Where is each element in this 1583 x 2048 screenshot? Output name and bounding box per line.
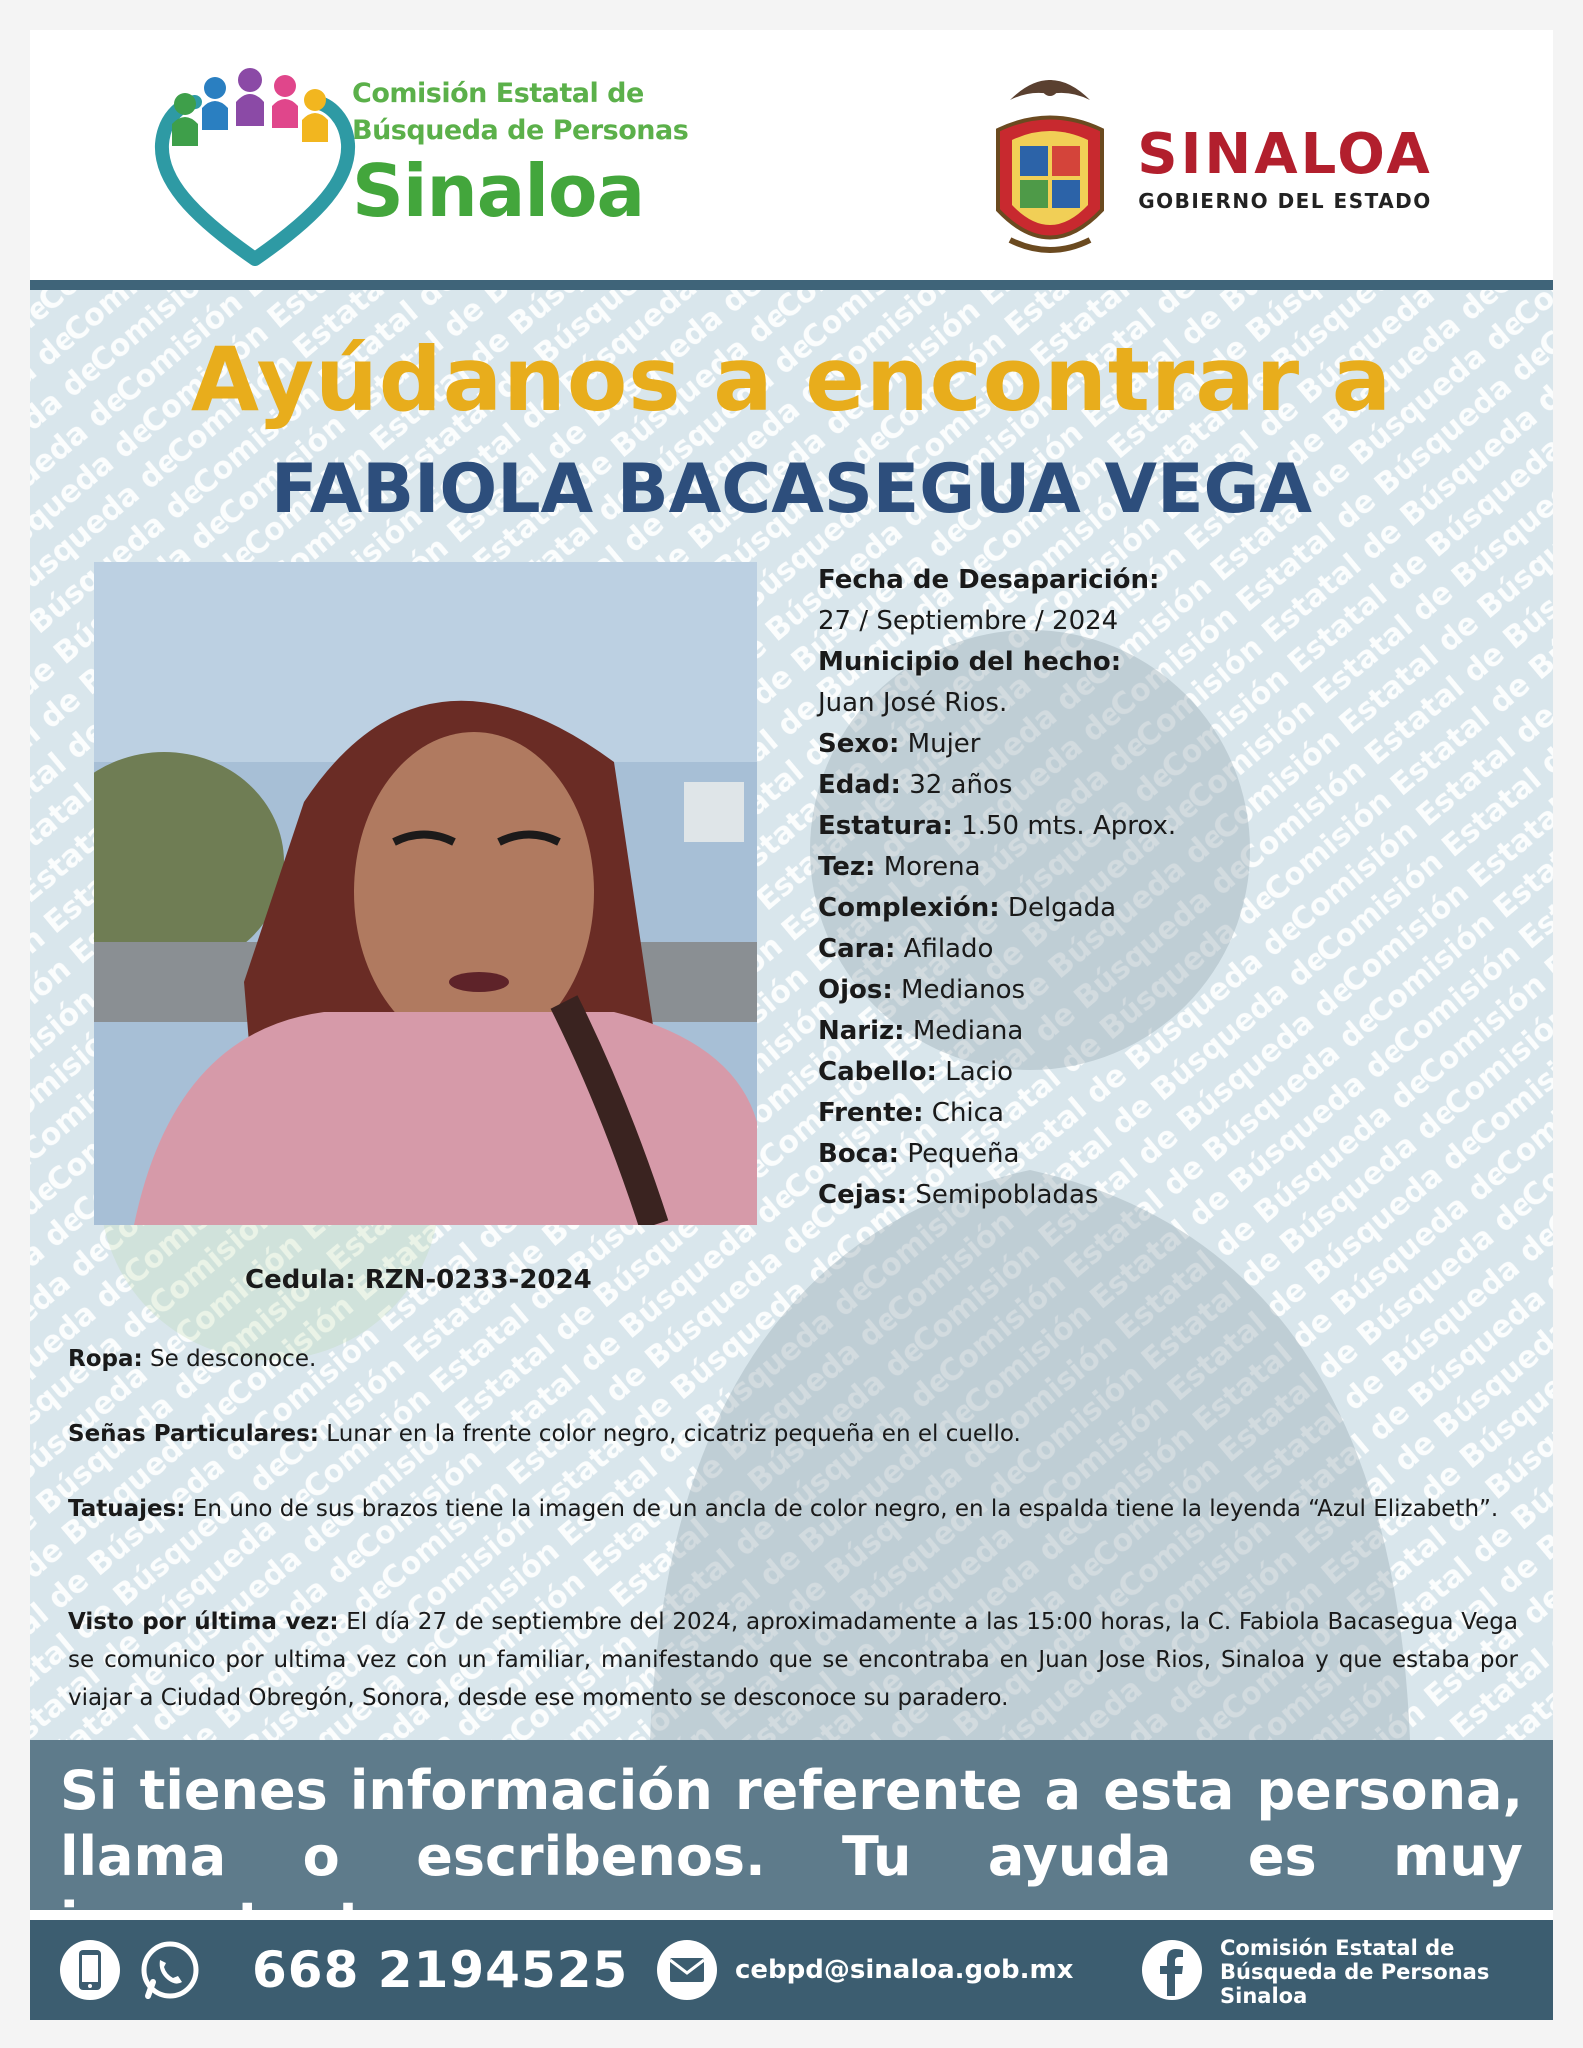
detail-field-value: Lacio [945,1057,1014,1087]
cebp-name [352,75,688,233]
detail-field-row [818,1093,1458,1134]
detail-field-label: Nariz: [818,1016,905,1046]
municipio-value: Juan José Rios. [818,688,1008,718]
detail-field-label: Cabello: [818,1057,937,1087]
detail-field-value: Chica [931,1098,1004,1128]
header [30,30,1553,280]
visto-paragraph [68,1603,1518,1717]
municipio-label: Municipio del hecho: [818,647,1122,677]
detail-field-value: Semipobladas [915,1180,1099,1210]
header-divider [30,280,1553,290]
state-subtitle: GOBIERNO DEL ESTADO [1138,189,1432,213]
cebp-heart-logo-icon [150,64,360,274]
detail-field-label: Complexión: [818,893,1000,923]
missing-person-poster [30,30,1553,2020]
state-government [1120,122,1450,213]
detail-field-label: Ojos: [818,975,893,1005]
detail-fields [818,724,1458,1216]
contact-footer [30,1920,1553,2020]
org-line-1: Comisión Estatal de [352,78,644,109]
detail-field-value: Delgada [1007,893,1117,923]
detail-field-value: 1.50 mts. Aprox. [961,811,1177,841]
tatuajes-label: Tatuajes: [68,1496,186,1522]
ropa-paragraph [68,1340,1518,1378]
coat-of-arms-icon [990,60,1110,270]
detail-field-label: Tez: [818,852,876,882]
detail-field-row [818,724,1458,765]
facebook-icon[interactable] [1140,1938,1204,2002]
detail-field-value: Mediana [912,1016,1024,1046]
contact-phone[interactable]: 668 2194525 [252,1941,629,1999]
detail-field-row [818,847,1458,888]
detail-field-row [818,929,1458,970]
detail-field-value: Medianos [901,975,1026,1005]
detail-field-label: Boca: [818,1139,900,1169]
detail-field-label: Sexo: [818,729,900,759]
detail-field-row [818,888,1458,929]
cta-line-2: llama o escribenos. Tu ayuda es muy [60,1825,1523,1888]
detail-field-row [818,806,1458,847]
fecha-value: 27 / Septiembre / 2024 [818,606,1119,636]
tatuajes-value: En uno de sus brazos tiene la imagen de un ancla de color negro, en la espalda tiene la leyenda “Azul Elizabeth”. [192,1496,1499,1522]
detail-field-value: Pequeña [907,1139,1020,1169]
fb-line-3: Sinaloa [1220,1984,1308,2008]
detail-field-row [818,765,1458,806]
fb-line-1: Comisión Estatal de [1220,1936,1455,1960]
state-name: SINALOA [1137,122,1433,187]
org-line-3: Sinaloa [352,149,645,233]
tatuajes-paragraph [68,1490,1518,1528]
detail-field-label: Edad: [818,770,901,800]
detail-field-row [818,1175,1458,1216]
detail-field-value: Morena [883,852,981,882]
detail-field-label: Cejas: [818,1180,908,1210]
facebook-page-name[interactable] [1220,1936,1489,2008]
detail-field-row [818,1134,1458,1175]
headline: Ayúdanos a encontrar a [190,328,1393,431]
detail-field-label: Estatura: [818,811,953,841]
person-details [818,560,1458,1216]
detail-field-row [818,970,1458,1011]
senas-label: Señas Particulares: [68,1421,319,1447]
senas-paragraph [68,1415,1518,1453]
detail-field-value: 32 años [909,770,1013,800]
mobile-phone-icon [58,1938,122,2002]
fecha-label: Fecha de Desaparición: [818,565,1160,595]
org-line-2: Búsqueda de Personas [352,115,689,146]
ropa-label: Ropa: [68,1346,143,1372]
ropa-value: Se desconoce. [150,1346,317,1372]
detail-field-value: Afilado [903,934,994,964]
cta-line-1: Si tienes información referente a esta persona, [60,1759,1523,1822]
envelope-icon [655,1938,719,2002]
poster-body [30,290,1553,1740]
detail-field-row [818,1052,1458,1093]
contact-email[interactable]: cebpd@sinaloa.gob.mx [735,1955,1074,1985]
detail-field-label: Cara: [818,934,896,964]
detail-field-value: Mujer [907,729,981,759]
call-to-action-banner [30,1740,1553,1910]
cedula: Cedula: RZN-0233-2024 [245,1265,592,1295]
detail-field-label: Frente: [818,1098,924,1128]
missing-person-photo [94,562,757,1225]
detail-field-row [818,1011,1458,1052]
fb-line-2: Búsqueda de Personas [1220,1960,1490,1984]
senas-value: Lunar en la frente color negro, cicatriz pequeña en el cuello. [326,1421,1021,1447]
whatsapp-icon[interactable] [138,1938,202,2002]
visto-value: El día 27 de septiembre del 2024, aproximadamente a las 15:00 horas, la C. Fabiola Bacasegua Vega se comunico por ultima vez con un familiar, manifestando que se encontraba en Juan Jose Rios, Sinaloa y que estaba por viajar a Ciudad Obregón, Sonora, desde ese momento se desconoce su paradero. [68,1609,1519,1711]
visto-label: Visto por última vez: [68,1609,339,1635]
missing-person-name: FABIOLA BACASEGUA VEGA [270,450,1313,529]
